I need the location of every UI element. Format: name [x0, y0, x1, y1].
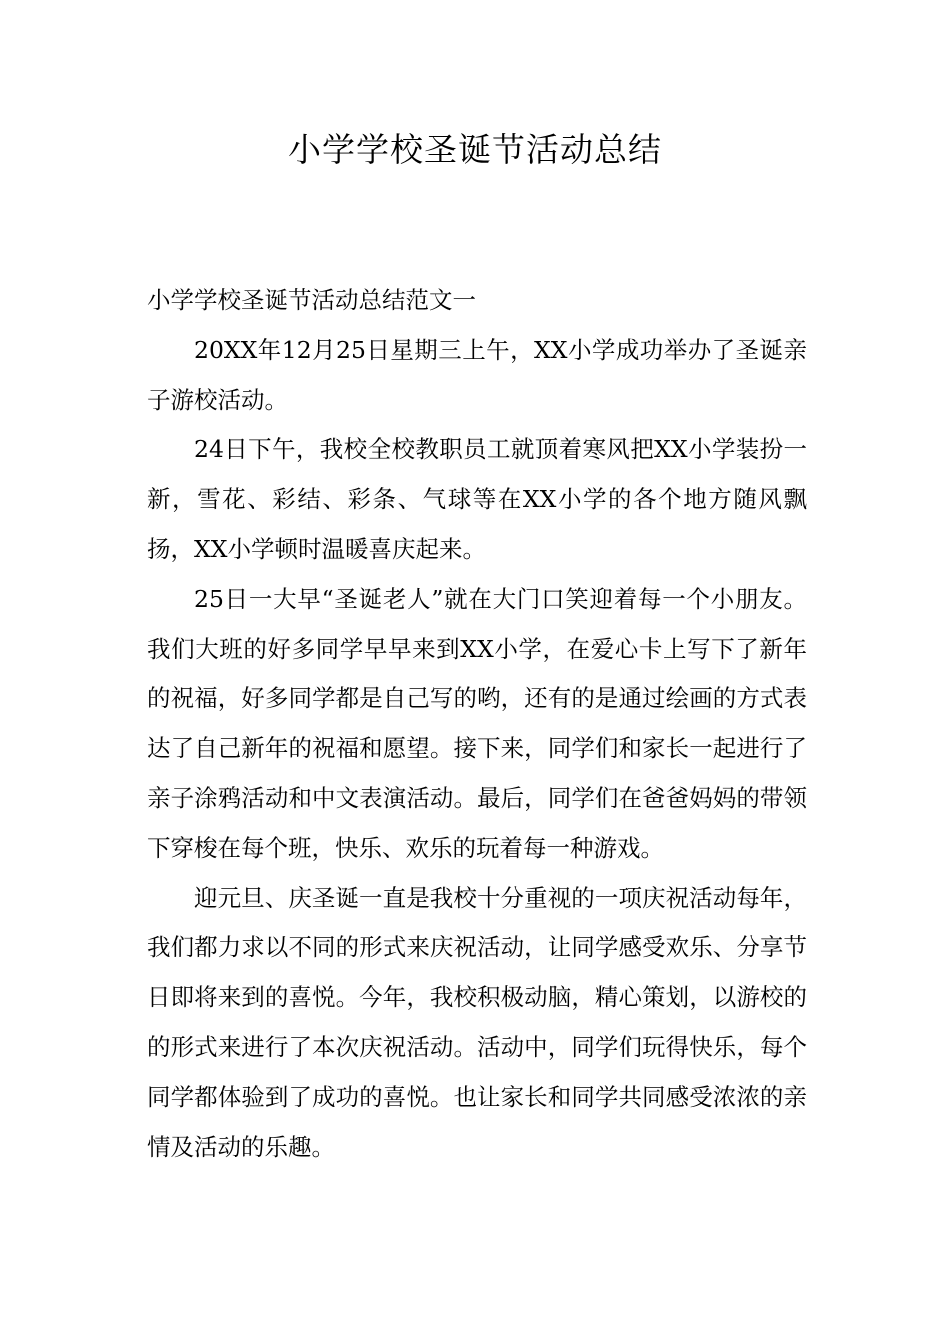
paragraph-2: 24日下午，我校全校教职员工就顶着寒风把XX小学装扮一新，雪花、彩结、彩条、气球等在XX小学的各个地方随风飘扬，XX小学顿时温暖喜庆起来。	[147, 435, 807, 563]
document-title: 小学学校圣诞节活动总结	[288, 130, 662, 169]
document-body	[147, 276, 807, 1172]
paragraph-4: 迎元旦、庆圣诞一直是我校十分重视的一项庆祝活动每年，我们都力求以不同的形式来庆祝活动，让同学感受欢乐、分享节日即将来到的喜悦。今年，我校积极动脑，精心策划，以游校的的形式来进行了本次庆祝活动。活动中，同学们玩得快乐，每个同学都体验到了成功的喜悦。也让家长和同学共同感受浓浓的亲情及活动的乐趣。	[147, 883, 807, 1161]
paragraph-1: 20XX年12月25日星期三上午，XX小学成功举办了圣诞亲子游校活动。	[147, 335, 807, 414]
document-subtitle: 小学学校圣诞节活动总结范文一	[147, 286, 476, 314]
paragraph-3: 25日一大早“圣诞老人”就在大门口笑迎着每一个小朋友。我们大班的好多同学早早来到XX小学，在爱心卡上写下了新年的祝福，好多同学都是自己写的哟，还有的是通过绘画的方式表达了自己新年的祝福和愿望。接下来，同学们和家长一起进行了亲子涂鸦活动和中文表演活动。最后，同学们在爸爸妈妈的带领下穿梭在每个班，快乐、欢乐的玩着每一种游戏。	[147, 584, 807, 862]
